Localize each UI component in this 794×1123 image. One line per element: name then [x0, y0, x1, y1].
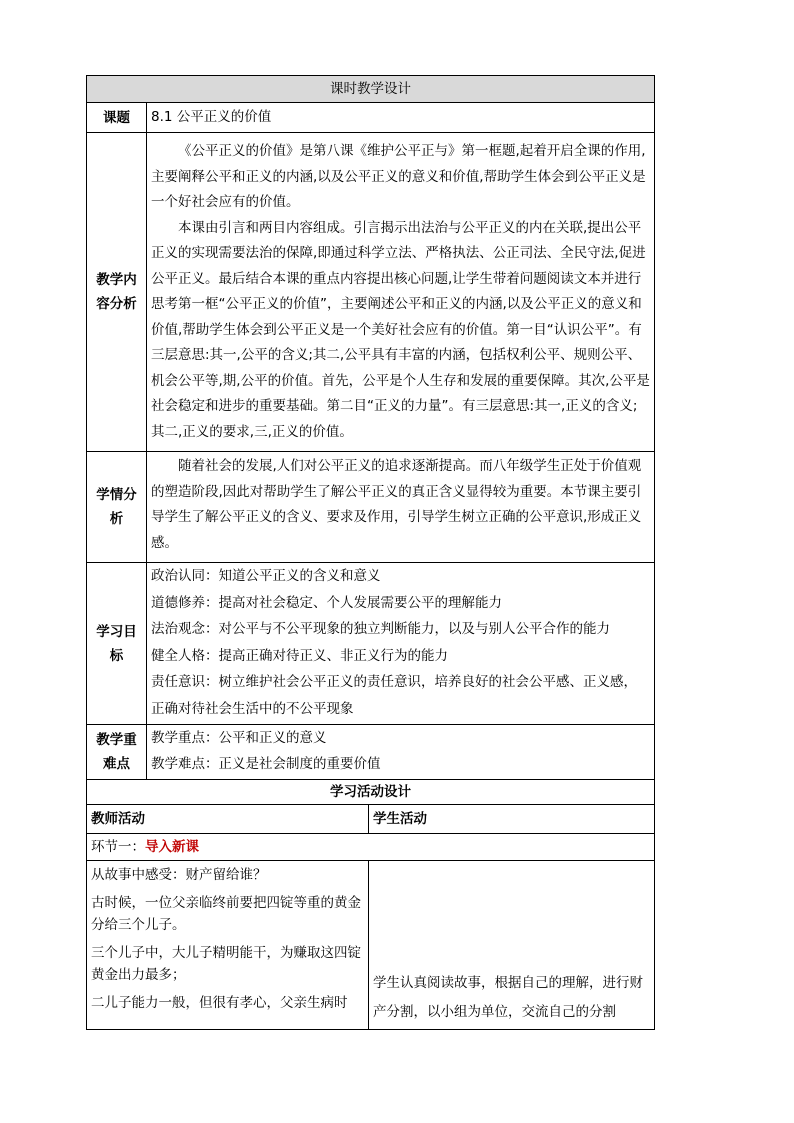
topic-label: 课题 [87, 103, 147, 133]
learning-goal-item: 法治观念：对公平与不公平现象的独立判断能力，以及与别人公平合作的能力 [151, 621, 610, 637]
key-points-label-line: 难点 [103, 756, 130, 772]
activity-design-title: 学习活动设计 [87, 780, 655, 805]
story-line: 二儿子能力一般，但很有孝心，父亲生病时 [91, 995, 348, 1011]
learning-goal-item: 道德修养：提高对社会稳定、个人发展需要公平的理解能力 [151, 594, 502, 611]
story-line: 古时候，一位父亲临终前要把四锭等重的黄金分给三个儿子。 [91, 895, 361, 933]
activity-title-row [87, 780, 655, 805]
content-analysis-label [87, 133, 147, 452]
story-line: 从故事中感受：财产留给谁？ [91, 867, 267, 883]
content-analysis-text [147, 133, 655, 452]
topic-row [87, 103, 655, 133]
story-line: 三个儿子中，大儿子精明能干，为赚取这四锭黄金出力最多； [91, 945, 361, 983]
learning-goal-item: 政治认同：知道公平正义的含义和意义 [151, 568, 381, 584]
step-one [87, 834, 655, 861]
key-points-list [147, 725, 655, 780]
step-name: 导入新课 [145, 839, 199, 855]
learning-goals-label [87, 563, 147, 725]
learning-goal-item: 健全人格：提高正确对待正义、非正义行为的能力 [151, 647, 448, 664]
key-point-item: 教学难点：正义是社会制度的重要价值 [151, 756, 381, 772]
learning-goals-label-line: 学习目 [96, 623, 137, 640]
learner-analysis-label-line: 学情分 [96, 487, 137, 503]
topic-value: 8.1 公平正义的价值 [147, 103, 655, 133]
key-points-label-line: 教学重 [96, 732, 137, 748]
learning-goals-label-line: 标 [109, 647, 124, 664]
learner-analysis-paragraph: 随着社会的发展,人们对公平正义的追求逐渐提高。而八年级学生正处于价值观的塑造阶段,因此对帮助学生了解公平正义的真正含义显得较为重要。本节课主要引导学生了解公平正义的含义、要求及作用，引导学生树立正确的公平意识,形成正义感。 [151, 458, 642, 551]
learner-analysis-text [147, 452, 655, 563]
activity-header-row [87, 805, 655, 834]
teacher-activity-content [87, 861, 369, 1030]
key-point-item: 教学重点：公平和正义的意义 [151, 730, 327, 746]
step-prefix: 环节一： [91, 839, 145, 855]
learning-goals-list [147, 563, 655, 725]
content-analysis-row [87, 133, 655, 452]
table-header-row [87, 76, 655, 103]
content-analysis-paragraph: 本课由引言和两目内容组成。引言揭示出法治与公平正义的内在关联,提出公平正义的实现需要法治的保障,即通过科学立法、严格执法、公正司法、全民守法,促进公平正义。最后结合本课的重点内容提出核心问题,让学生带着问题阅读文本并进行思考第一框“公平正义的价值”，主要阐述公平和正义的内涵,以及公平正义的意义和价值,帮助学生体会到公平正义是一个美好社会应有的价值。第一目“认识公平”。有三层意思:其一,公平的含义;其二,公平具有丰富的内涵，包括权利公平、规则公平、 机会公平等,期,公平的价值。首先，公平是个人生存和发展的重要保障。其次,公平是社会稳定和进步的重要基础。第二目“正义的力量”。有三层意思:其一,正义的含义;其二,正义的要求,三,正义的价值。 [151, 219, 650, 440]
learner-analysis-row [87, 452, 655, 563]
activity-content-row [87, 861, 655, 1030]
student-activity-header: 学生活动 [369, 805, 655, 834]
learner-analysis-label [87, 452, 147, 563]
student-activity-content [369, 861, 655, 1030]
student-activity-text: 学生认真阅读故事，根据自己的理解，进行财产分割，以小组为单位，交流自己的分割 [373, 975, 643, 1020]
content-analysis-label-line: 容分析 [96, 296, 137, 312]
learning-goal-item: 责任意识：树立维护社会公平正义的责任意识，培养良好的社会公平感、正义感，正确对待社会生活中的不公平现象 [151, 674, 637, 717]
learning-goals-row [87, 563, 655, 725]
table-title: 课时教学设计 [87, 76, 655, 103]
key-points-row [87, 725, 655, 780]
step-row [87, 834, 655, 861]
content-analysis-paragraph: 《公平正义的价值》是第八课《维护公平正与》第一框题,起着开启全课的作用,主要阐释公平和正义的内涵,以及公平正义的意义和价值,帮助学生体会到公平正义是一个好社会应有的价值。 [151, 143, 646, 210]
learner-analysis-label-line: 析 [109, 511, 124, 527]
content-analysis-label-line: 教学内 [96, 272, 137, 288]
teacher-activity-header: 教师活动 [87, 805, 369, 834]
key-points-label [87, 725, 147, 780]
lesson-design-table [86, 75, 655, 1030]
